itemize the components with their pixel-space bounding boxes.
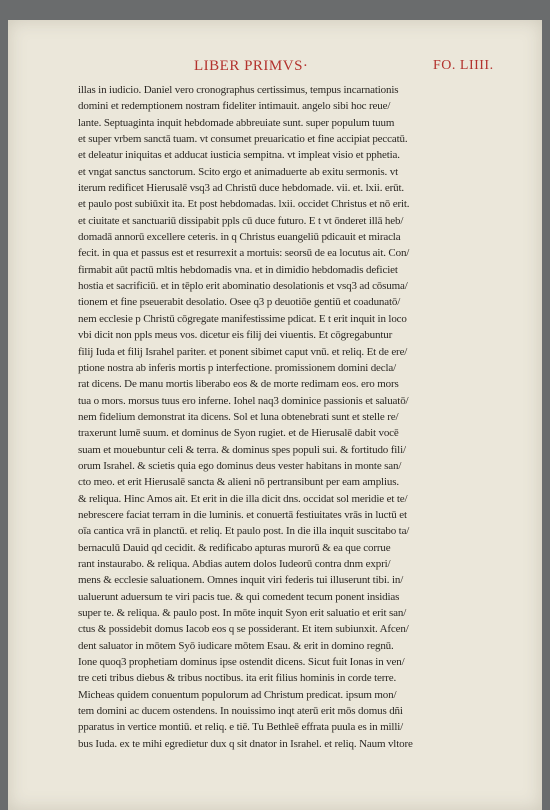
text-line: et vngat sanctus sanctorum. Scito ergo et animaduerte ab exitu sermonis. vt — [78, 165, 398, 178]
text-line: lante. Septuaginta inquit hebdomade abbreuiate sunt. super populum tuum — [78, 116, 395, 129]
text-line: et paulo post subiūxit ita. Et post hebdomadas. lxii. occidet Christus et nō erit. — [78, 198, 410, 211]
text-line: traxerunt lumē suum. et dominus de Syon rugiet. et de Hierusalē dabit vocē — [78, 427, 399, 440]
text-line: et ciuitate et sanctuariū dissipabit ppls cū duce futuro. E t vt ōnderet illā heb/ — [78, 214, 404, 227]
text-line: hostia et sacrificiū. et in tēplo erit abominatio desolationis et vsq3 ad cōsuma/ — [78, 280, 408, 293]
text-line: bernaculū Dauid qd cecidit. & redificabo apturas murorū & ea que corrue — [78, 541, 391, 554]
text-line: bus Iuda. ex te mihi egredietur dux q sit dnator in Israhel. et reliq. Naum vltore — [78, 737, 413, 750]
text-line: domadā annorū excellere ceteris. in q Christus euangeliū pdicauit et miracla — [78, 231, 401, 244]
text-line: orum Israhel. & scietis quia ego dominus deus vester habitans in monte san/ — [78, 459, 402, 472]
text-line: et deleatur iniquitas et adducat iusticia sempitna. vt impleat visio et pphetia. — [78, 149, 400, 162]
text-line: filij Iuda et filij Israhel pariter. et ponent sibimet caput vnū. et reliq. Et de ere/ — [78, 345, 408, 358]
text-line: oīa cantica vrā in planctū. et reliq. Et paulo post. In die illa inquit suscitabo ta/ — [78, 525, 410, 538]
book-page — [8, 20, 542, 810]
page-header — [8, 58, 542, 82]
text-line: domini et redemptionem nostram fideliter intimauit. angelo sibi hoc reue/ — [78, 100, 391, 113]
text-line: illas in iudicio. Daniel vero cronographus certissimus, tempus incarnationis — [78, 84, 399, 96]
text-line: Micheas quidem conuentum populorum ad Christum predicat. ipsum mon/ — [78, 688, 397, 701]
text-block — [78, 82, 473, 752]
text-line: nebrescere faciat terram in die luminis. et conuertā festiuitates vrās in luctū et — [78, 508, 407, 521]
text-line: nem ecclesie p Christū cōgregate manifestissime pdicat. E t erit inquit in loco — [78, 312, 407, 325]
text-line: dent saluator in mōtem Syō iudicare mōtem Esau. & erit in domino regnū. — [78, 639, 394, 652]
text-line: cto meo. et erit Hierusalē sancta & alieni nō pertransibunt per eam amplius. — [78, 476, 399, 489]
text-line: firmabit aūt pactū mltis hebdomadis vna. et in dimidio hebdomadis deficiet — [78, 263, 398, 276]
text-line: & reliqua. Hinc Amos ait. Et erit in die illa dicit dns. occidat sol meridie et te/ — [78, 492, 408, 505]
running-title: LIBER PRIMVS· — [194, 58, 309, 74]
text-line: nem fidelium demonstrat ita dicens. Sol et luna obtenebrati sunt et stelle re/ — [78, 410, 399, 423]
text-line: iterum redificet Hierusalē vsq3 ad Christū duce hebdomade. vii. et. lxii. erūt. — [78, 182, 404, 195]
text-line: suam et mouebuntur celi & terra. & dominus spes populi sui. & fortitudo fili/ — [78, 443, 406, 456]
text-line: rat dicens. De manu mortis liberabo eos & de morte redimam eos. ero mors — [78, 378, 399, 391]
text-line: Ione quoq3 prophetiam dominus ipse ostendit dicens. Sicut fuit Ionas in ven/ — [78, 656, 405, 669]
text-line: tre ceti tribus diebus & tribus noctibus. ita erit filius hominis in corde terre. — [78, 672, 397, 685]
text-line: mens & ecclesie saluationem. Omnes inquit viri federis tui illuserunt tibi. in/ — [78, 574, 404, 587]
text-line: rant instaurabo. & reliqua. Abdias autem dolos Iudeorū contra dnm expri/ — [78, 557, 391, 570]
text-line: ualuerunt aduersum te viri pacis tue. & qui comedent tecum ponent insidias — [78, 590, 400, 603]
text-line: super te. & reliqua. & paulo post. In mōte inquit Syon erit saluatio et erit san/ — [78, 607, 407, 619]
folio-number: FO. LIIII. — [433, 58, 494, 73]
text-line: fecit. in qua et passus est et resurrexit a mortuis: seorsū de ea locutus ait. Con/ — [78, 247, 410, 260]
text-line: ctus & possidebit domus Iacob eos q se possiderant. Et item subiunxit. Afcen/ — [78, 623, 409, 636]
text-line: et super vrbem sanctā tuam. vt consumet preuaricatio et fine accipiat peccatū. — [78, 133, 408, 146]
text-line: tionem et fine pseuerabit desolatio. Osee q3 p deuotiōe gentiū et coadunatō/ — [78, 296, 401, 309]
text-line: tua o mors. morsus tuus ero inferne. Iohel naq3 dominice passionis et saluatō/ — [78, 394, 409, 407]
text-line: pparatus in vertice montiū. et reliq. e tiē. Tu Bethleē effrata puula es in milli/ — [78, 721, 404, 734]
text-line: vbi dicit non ppls meus vos. dicetur eis filij dei viuentis. Et cōgregabuntur — [78, 329, 393, 342]
text-line: tem domini ac ducem ostendens. In nouissimo inqt aterū erit mōs domus dñi — [78, 705, 403, 718]
text-line: ptione nostra ab inferis mortis p interfectione. promissionem domini decla/ — [78, 361, 397, 374]
